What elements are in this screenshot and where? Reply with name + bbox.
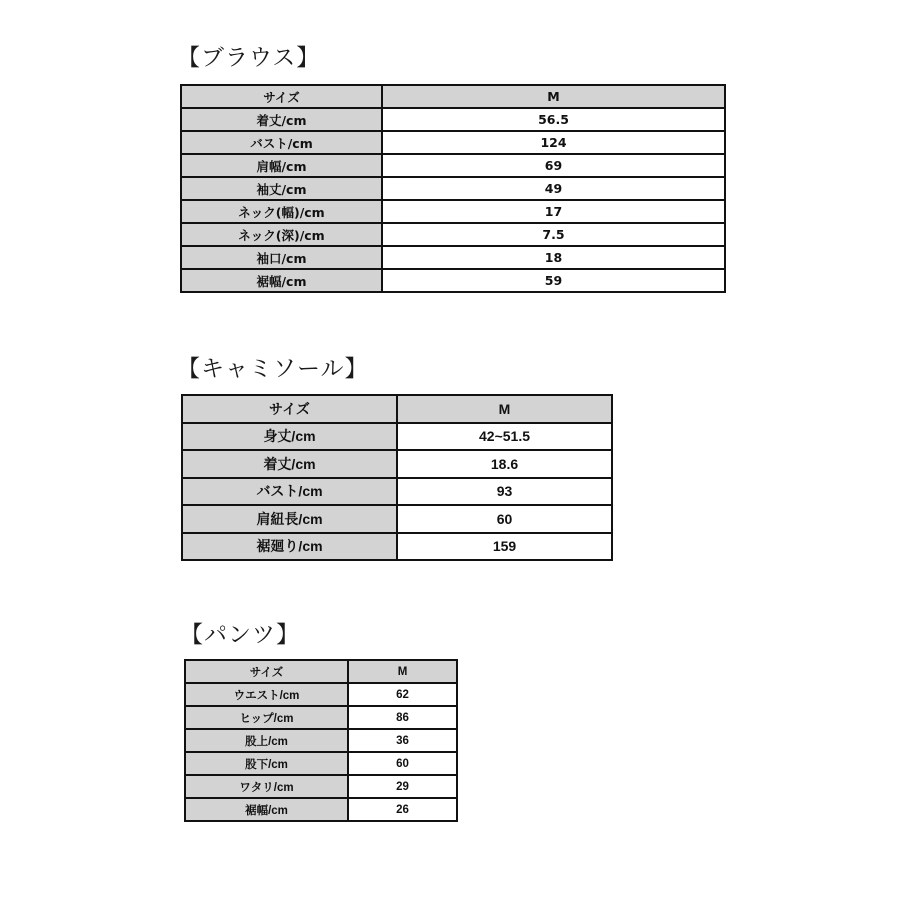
measurement-label: 着丈/cm bbox=[182, 450, 397, 478]
measurement-value: 59 bbox=[382, 269, 725, 292]
blouse-size-table bbox=[180, 84, 726, 293]
measurement-label: 着丈/cm bbox=[181, 108, 382, 131]
measurement-value: 42~51.5 bbox=[397, 423, 612, 451]
table-row bbox=[185, 775, 457, 798]
table-row bbox=[185, 729, 457, 752]
measurement-value: 18.6 bbox=[397, 450, 612, 478]
measurement-value: 60 bbox=[397, 505, 612, 533]
table-row bbox=[181, 131, 725, 154]
measurement-label: ネック(深)/cm bbox=[181, 223, 382, 246]
size-header-label: サイズ bbox=[185, 660, 348, 683]
measurement-value: 159 bbox=[397, 533, 612, 561]
size-header-value: M bbox=[348, 660, 457, 683]
measurement-value: 49 bbox=[382, 177, 725, 200]
measurement-label: 股下/cm bbox=[185, 752, 348, 775]
measurement-value: 7.5 bbox=[382, 223, 725, 246]
table-row bbox=[185, 683, 457, 706]
measurement-value: 124 bbox=[382, 131, 725, 154]
measurement-label: 袖口/cm bbox=[181, 246, 382, 269]
pants-size-table bbox=[184, 659, 458, 822]
measurement-label: バスト/cm bbox=[181, 131, 382, 154]
table-row bbox=[181, 223, 725, 246]
table-header-row bbox=[181, 85, 725, 108]
table-row bbox=[181, 269, 725, 292]
table-row bbox=[185, 706, 457, 729]
table-row bbox=[181, 200, 725, 223]
table-row bbox=[185, 752, 457, 775]
measurement-value: 29 bbox=[348, 775, 457, 798]
blouse-section-title: 【ブラウス】 bbox=[177, 45, 321, 71]
table-row bbox=[181, 177, 725, 200]
table-row bbox=[181, 154, 725, 177]
measurement-value: 17 bbox=[382, 200, 725, 223]
size-header-value: M bbox=[397, 395, 612, 423]
table-header-row bbox=[185, 660, 457, 683]
measurement-value: 36 bbox=[348, 729, 457, 752]
measurement-label: 裾幅/cm bbox=[185, 798, 348, 821]
pants-section-title: 【パンツ】 bbox=[180, 622, 300, 648]
table-row bbox=[182, 505, 612, 533]
measurement-value: 69 bbox=[382, 154, 725, 177]
size-header-value: M bbox=[382, 85, 725, 108]
table-row bbox=[185, 798, 457, 821]
measurement-value: 26 bbox=[348, 798, 457, 821]
table-row bbox=[182, 450, 612, 478]
table-row bbox=[181, 246, 725, 269]
measurement-label: ネック(幅)/cm bbox=[181, 200, 382, 223]
measurement-label: 股上/cm bbox=[185, 729, 348, 752]
camisole-section-title: 【キャミソール】 bbox=[177, 356, 369, 382]
size-header-label: サイズ bbox=[182, 395, 397, 423]
measurement-value: 62 bbox=[348, 683, 457, 706]
camisole-size-table bbox=[181, 394, 613, 561]
measurement-label: 肩幅/cm bbox=[181, 154, 382, 177]
measurement-value: 56.5 bbox=[382, 108, 725, 131]
measurement-label: ワタリ/cm bbox=[185, 775, 348, 798]
measurement-label: 袖丈/cm bbox=[181, 177, 382, 200]
measurement-value: 93 bbox=[397, 478, 612, 506]
table-row bbox=[181, 108, 725, 131]
table-row bbox=[182, 533, 612, 561]
size-header-label: サイズ bbox=[181, 85, 382, 108]
table-row bbox=[182, 423, 612, 451]
measurement-value: 18 bbox=[382, 246, 725, 269]
measurement-label: 身丈/cm bbox=[182, 423, 397, 451]
measurement-label: 裾廻り/cm bbox=[182, 533, 397, 561]
table-header-row bbox=[182, 395, 612, 423]
measurement-label: 裾幅/cm bbox=[181, 269, 382, 292]
measurement-label: ウエスト/cm bbox=[185, 683, 348, 706]
measurement-value: 60 bbox=[348, 752, 457, 775]
table-row bbox=[182, 478, 612, 506]
measurement-label: ヒップ/cm bbox=[185, 706, 348, 729]
measurement-value: 86 bbox=[348, 706, 457, 729]
measurement-label: 肩紐長/cm bbox=[182, 505, 397, 533]
measurement-label: バスト/cm bbox=[182, 478, 397, 506]
